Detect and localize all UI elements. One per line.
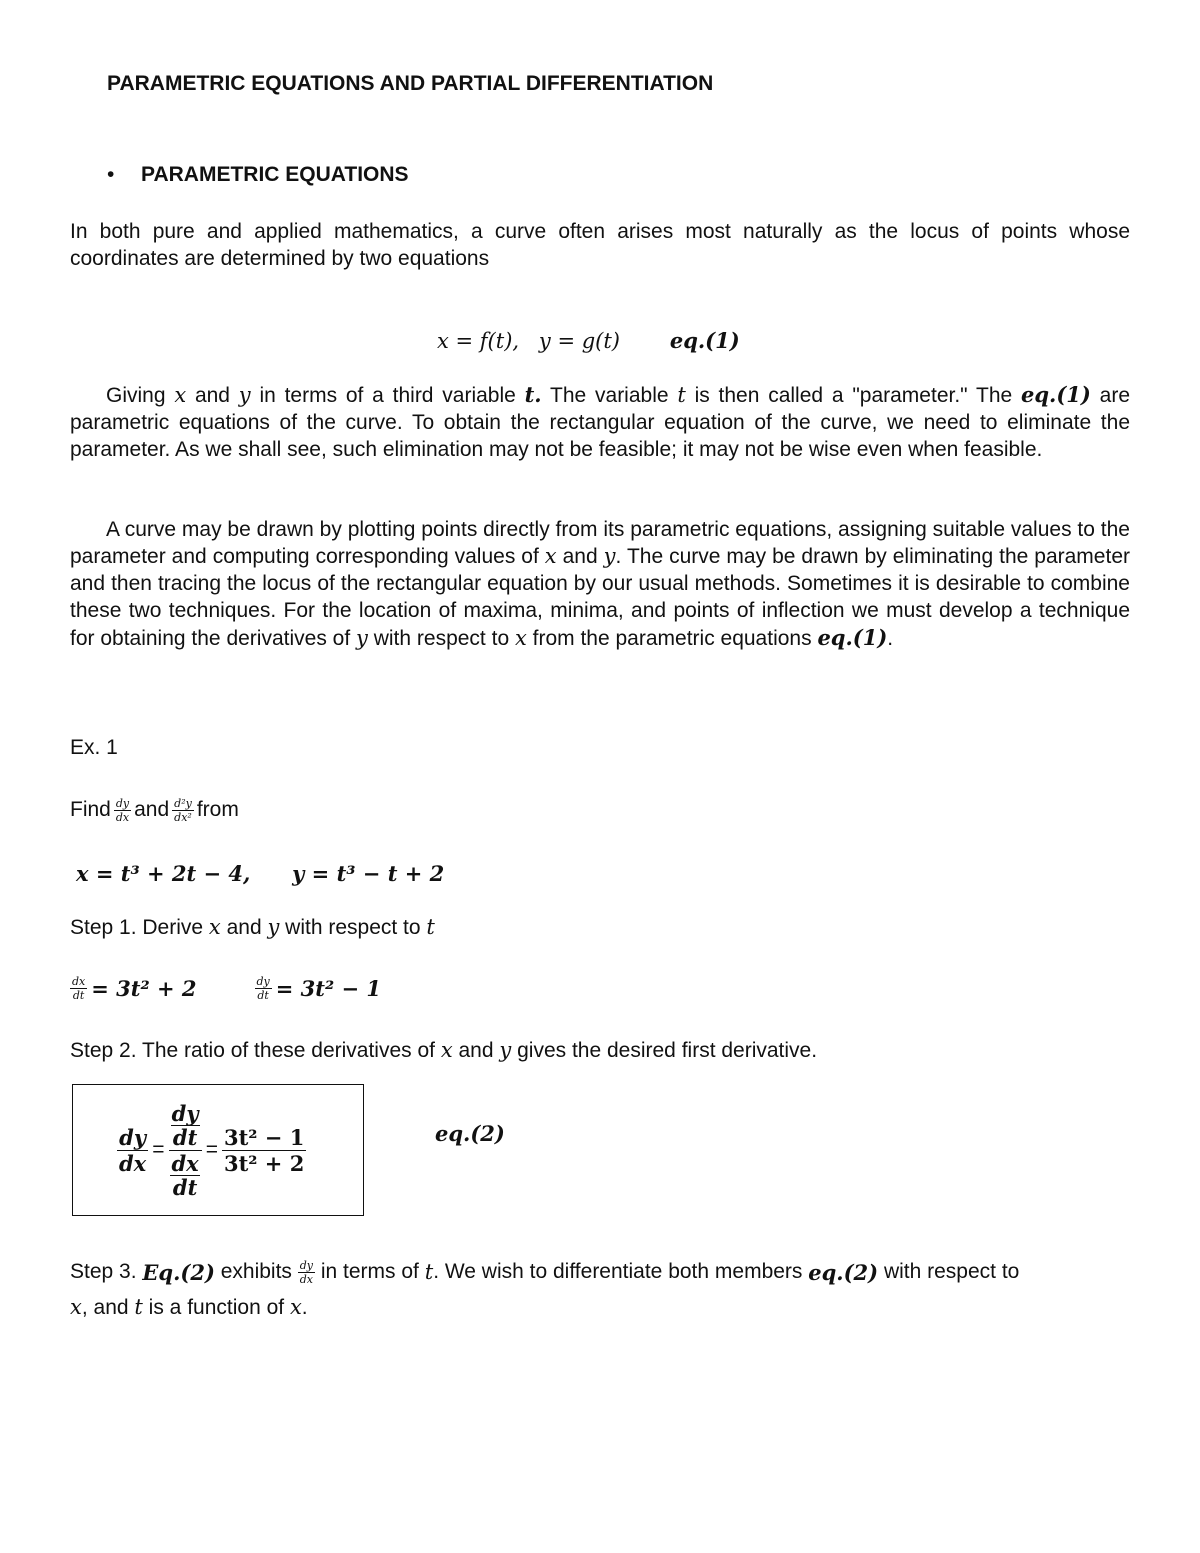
- dy-dt-fraction: $\frac{dy}{dt}$: [256, 974, 270, 1002]
- eq1-y: y = g(t): [538, 329, 620, 353]
- step-1: Step 1. Derive x and y with respect to t: [70, 915, 435, 939]
- example-equations: [76, 861, 444, 887]
- dx-dt-fraction: $\frac{dx}{dt}$: [72, 974, 86, 1002]
- equation-2: $\frac{dy}{dx}$ = dy dt dx dt = $\frac{\text{3t² − 1}}{\text{3t² + 2}}$: [119, 1100, 305, 1200]
- dy-dx-big-fraction: $\frac{dy}{dx}$: [119, 1124, 147, 1176]
- example-label: Ex. 1: [70, 736, 118, 759]
- eq1-x: x = f(t),: [437, 329, 520, 353]
- d2y-dx2-fraction: $\frac{\text{d²y}}{\text{dx²}}$: [174, 796, 192, 824]
- find-line: Find $\frac{dy}{dx}$ and $\frac{\text{d²y}}{\text{dx²}}$ from: [70, 796, 239, 824]
- step-3: Step 3. Eq.(2) exhibits $\frac{dy}{dx}$ in terms of t . We wish to differentiate both members eq.(2) with respect to: [70, 1258, 1020, 1286]
- equation-2-box: [72, 1084, 364, 1216]
- compound-fraction: dy dt dx dt: [168, 1103, 201, 1198]
- section-heading: [107, 163, 409, 187]
- example-eq-x: x = t³ + 2t − 4,: [76, 861, 251, 886]
- example-eq-y: y = t³ − t + 2: [292, 861, 445, 886]
- step-1-derivatives: $\frac{dx}{dt}$ = 3t² + 2 $\frac{dy}{dt}$ = 3t² − 1: [72, 974, 382, 1002]
- step3-dy-dx-fraction: $\frac{dy}{dx}$: [299, 1258, 314, 1286]
- dy-dx-fraction: $\frac{dy}{dx}$: [115, 796, 130, 824]
- step-2: Step 2. The ratio of these derivatives of x and y gives the desired first derivative.: [70, 1038, 818, 1062]
- eq2-label: eq.(2): [435, 1121, 505, 1146]
- paragraph-curve: A curve may be drawn by plotting points directly from its parametric equations, assigning suitable values to the parameter and computing corresponding values of x and y. The curve may be drawn by eliminating the parameter and then tracing the locus of the rectangular equation by our usual methods. Sometimes it is desirable to combine these two techniques. For the location of maxima, minima, and points of inflection we must develop a technique for obtaining the derivatives of y with respect to x from the parametric equations eq.(1).: [70, 518, 1130, 650]
- eq1-label: eq.(1): [669, 328, 740, 353]
- ratio-fraction: $\frac{\text{3t² − 1}}{\text{3t² + 2}}$: [223, 1124, 305, 1176]
- step-3-continued: x, and t is a function of x.: [70, 1295, 308, 1319]
- bullet-icon: •: [107, 163, 115, 186]
- paragraph-parameter: Giving x and y in terms of a third variable t. The variable t is then called a "parameter." The eq.(1) are parametric equations of the curve. To obtain the rectangular equation of the curve, we need to eliminate the parameter. As we shall see, such elimination may not be feasible; it may not be wise even when feasible.: [70, 382, 1130, 461]
- intro-paragraph: In both pure and applied mathematics, a curve often arises most naturally as the locus of points whose coordinates are determined by two equations: [70, 220, 1130, 270]
- equation-1: [437, 328, 740, 354]
- page-title: PARAMETRIC EQUATIONS AND PARTIAL DIFFERENTIATION: [107, 72, 714, 95]
- section-heading-text: PARAMETRIC EQUATIONS: [141, 163, 409, 186]
